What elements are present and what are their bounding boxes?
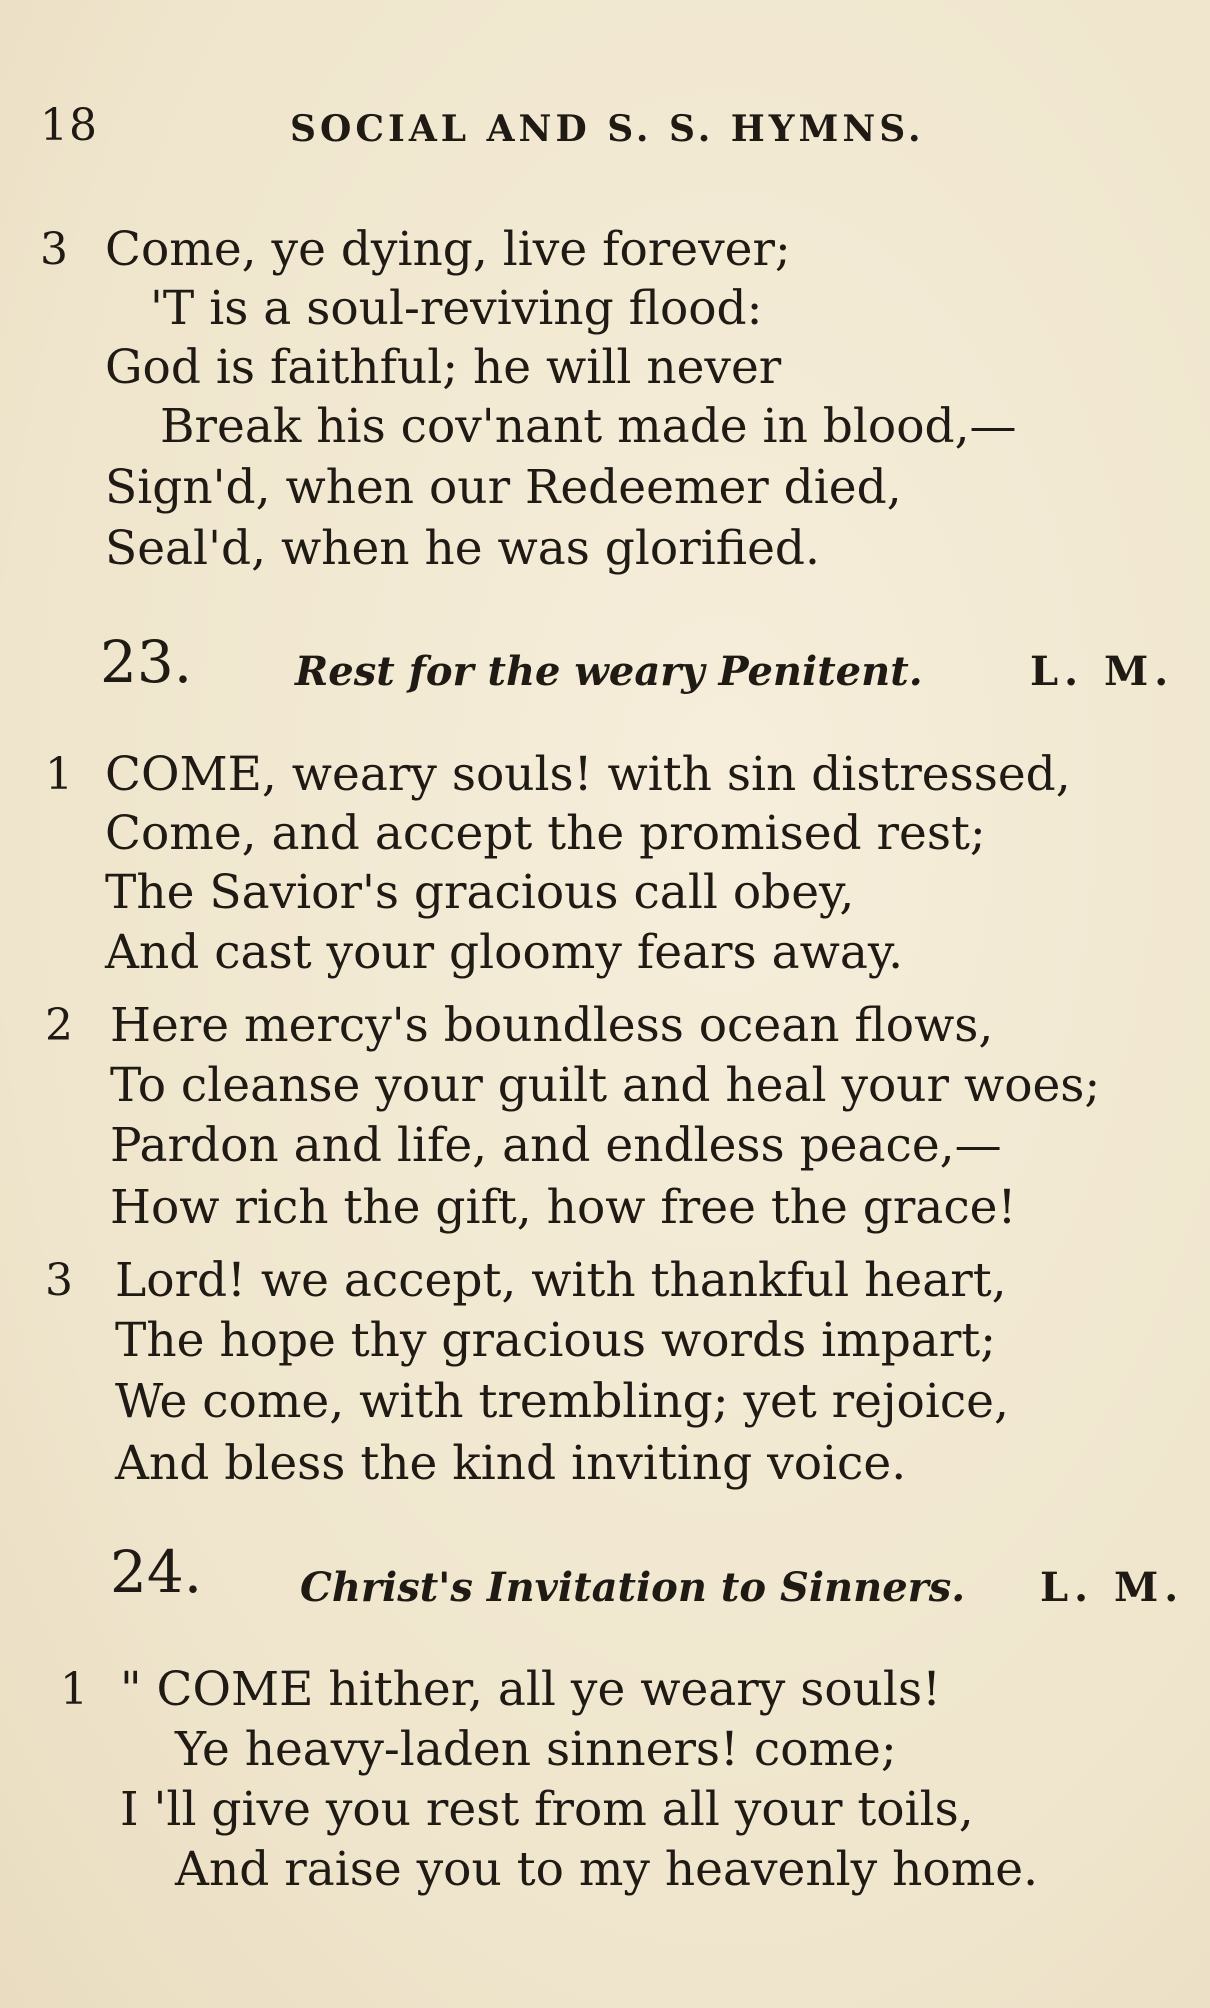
page-header [40, 100, 1170, 160]
hymn-title: Christ's Invitation to Sinners. [300, 1564, 966, 1611]
verse-line: And raise you to my heavenly home. [175, 1842, 1039, 1897]
verse-line: " COME hither, all ye weary souls! [120, 1662, 941, 1717]
running-head: SOCIAL AND S. S. HYMNS. [290, 108, 925, 150]
verse-number: 2 [45, 1000, 73, 1051]
hymn-meter: L. M. [1040, 1564, 1185, 1611]
hymn-title: Rest for the weary Penitent. [295, 648, 923, 695]
verse-line: God is faithful; he will never [105, 340, 782, 395]
verse-number: 3 [40, 224, 68, 275]
verse-line: And bless the kind inviting voice. [115, 1436, 907, 1491]
verse-line: To cleanse your guilt and heal your woes; [110, 1058, 1101, 1113]
verse-line: Seal'd, when he was glorified. [105, 521, 820, 576]
verse-line: Come, and accept the promised rest; [105, 806, 986, 861]
verse-line: COME, weary souls! with sin distressed, [105, 747, 1071, 802]
verse-line: The Savior's gracious call obey, [105, 865, 855, 920]
verse-line: I 'll give you rest from all your toils, [120, 1782, 974, 1837]
verse-line: 'T is a soul-reviving flood: [150, 281, 763, 336]
verse-line: Lord! we accept, with thankful heart, [115, 1253, 1007, 1308]
verse-line: We come, with trembling; yet rejoice, [115, 1374, 1009, 1429]
hymn-number: 23. [100, 628, 193, 696]
verse-line: Pardon and life, and endless peace,— [110, 1118, 1002, 1173]
verse-line: Come, ye dying, live forever; [105, 222, 791, 277]
verse-number: 1 [60, 1664, 88, 1715]
verse-line: Here mercy's boundless ocean flows, [110, 998, 994, 1053]
verse-line: Break his cov'nant made in blood,— [160, 399, 1017, 454]
page-number: 18 [40, 100, 98, 151]
verse-number: 1 [45, 749, 73, 800]
hymn-meter: L. M. [1030, 648, 1175, 695]
verse-line: Sign'd, when our Redeemer died, [105, 460, 902, 515]
hymn-number: 24. [110, 1538, 203, 1606]
verse-line: The hope thy gracious words impart; [115, 1313, 997, 1368]
verse-line: Ye heavy-laden sinners! come; [175, 1722, 897, 1777]
verse-line: How rich the gift, how free the grace! [110, 1180, 1017, 1235]
verse-line: And cast your gloomy fears away. [105, 925, 904, 980]
verse-number: 3 [45, 1255, 73, 1306]
